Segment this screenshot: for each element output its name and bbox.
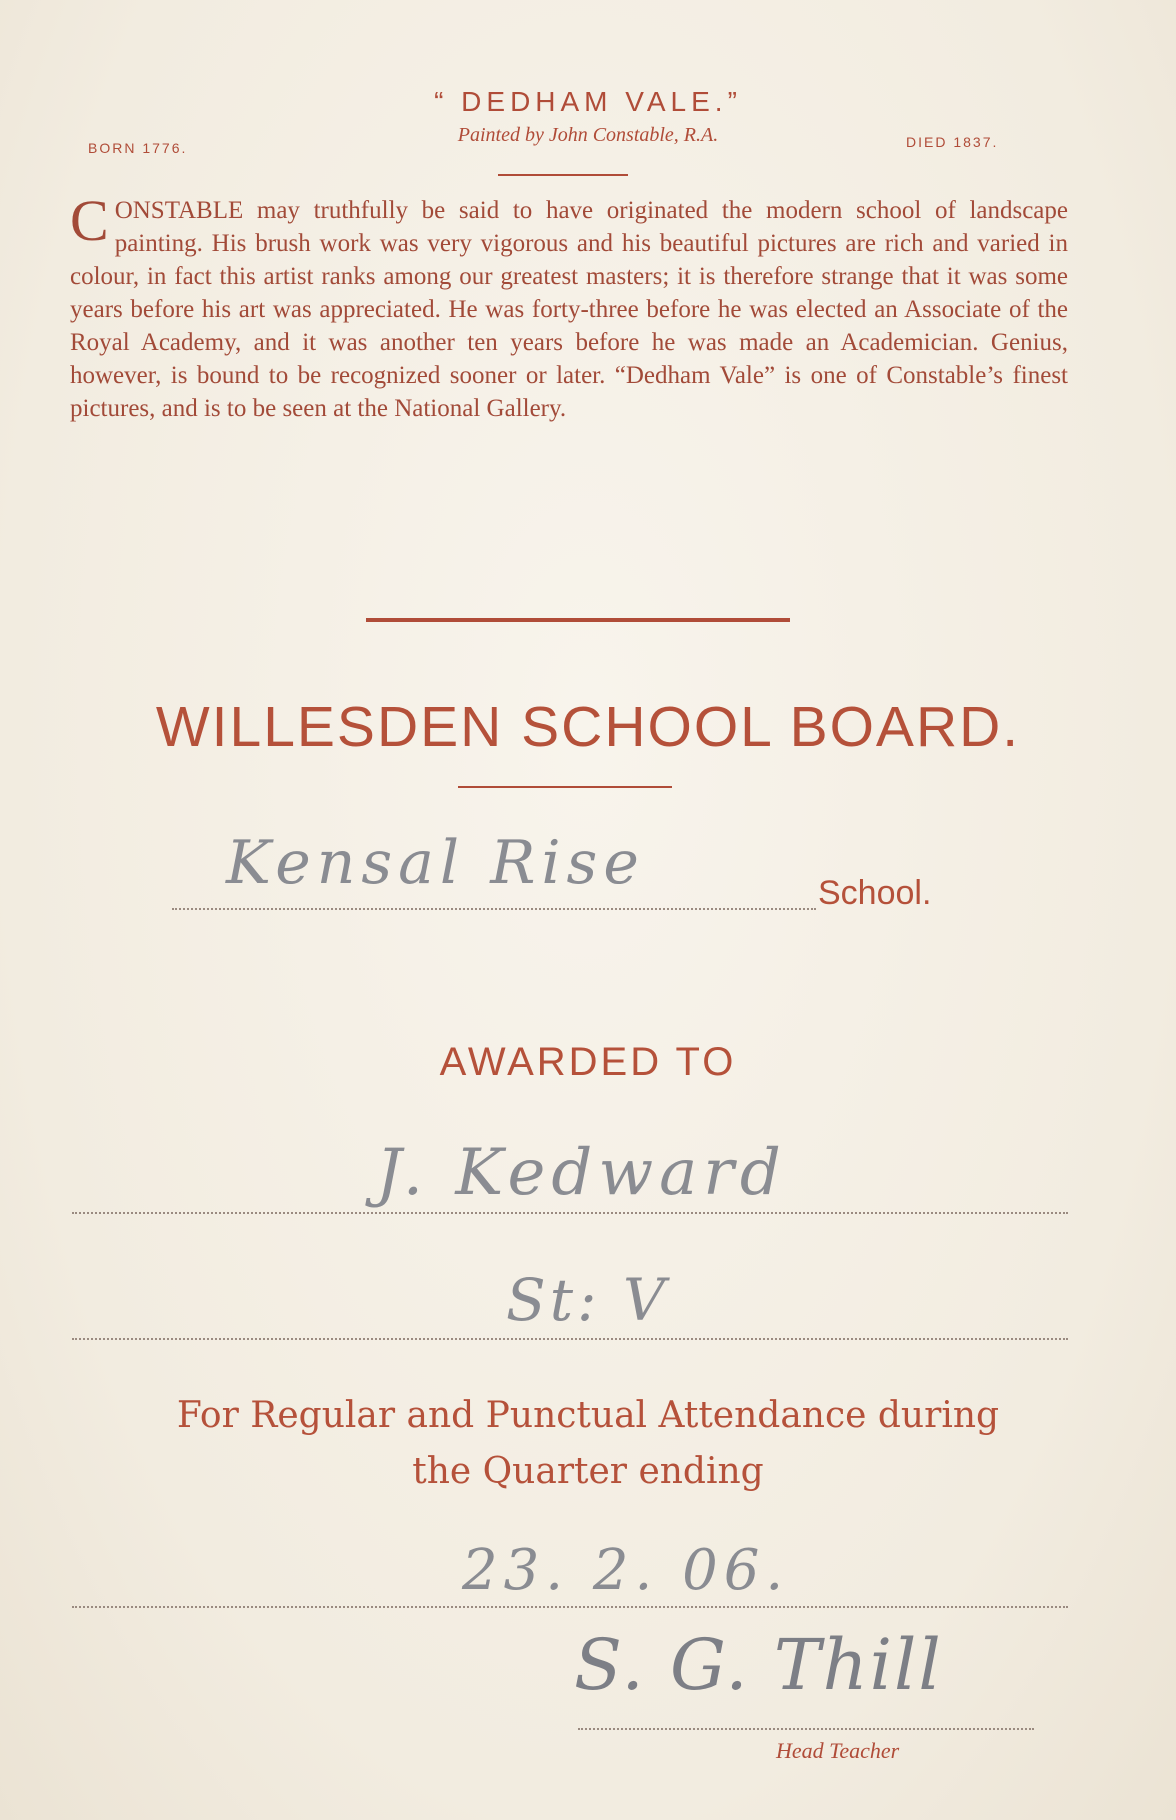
standard-handwritten: St: V	[506, 1266, 669, 1334]
biography-paragraph	[70, 188, 1068, 425]
school-name-handwritten: Kensal Rise	[226, 828, 645, 898]
awarded-to-label: AWARDED TO	[439, 1040, 737, 1084]
attendance-line-1: For Regular and Punctual Attendance during	[176, 1395, 1000, 1436]
school-dotted-line	[172, 902, 816, 910]
header-divider	[498, 174, 628, 176]
died-year: DIED 1837.	[906, 134, 999, 150]
date-handwritten: 23. 2. 06.	[462, 1538, 790, 1603]
attendance-line-2: the Quarter ending	[412, 1451, 764, 1492]
head-teacher-signature: S. G. Thill	[574, 1624, 943, 1706]
drop-cap: C	[70, 188, 109, 253]
biography-text: ONSTABLE may truthfully be said to have originated the modern school of landscape painting. His brush work was very vigorous and his beautiful pictures are rich and varied in colour, in fact this artist ranks among our greatest masters; it is therefore strange that it was some years before his art was appreciated. He was forty-three before he was elected an Associate of the Royal Academy, and it was another ten years before he was made an Academician. Genius, however, is bound to be recognized sooner or later. “Dedham Vale” is one of Constable’s finest pictures, and is to be seen at the National Gallery.	[70, 197, 1068, 422]
attendance-statement	[0, 1388, 1176, 1500]
school-label: School.	[818, 874, 932, 912]
signature-dotted-line	[578, 1722, 1034, 1730]
recipient-name-handwritten: J. Kedward	[376, 1136, 787, 1210]
board-underline	[458, 786, 672, 788]
born-year: BORN 1776.	[88, 140, 188, 156]
painting-title: “ DEDHAM VALE.”	[434, 86, 742, 117]
section-divider	[366, 618, 790, 622]
school-board-heading: WILLESDEN SCHOOL BOARD.	[155, 695, 1021, 759]
head-teacher-label: Head Teacher	[776, 1738, 900, 1763]
painted-by: Painted by John Constable, R.A.	[457, 124, 719, 146]
